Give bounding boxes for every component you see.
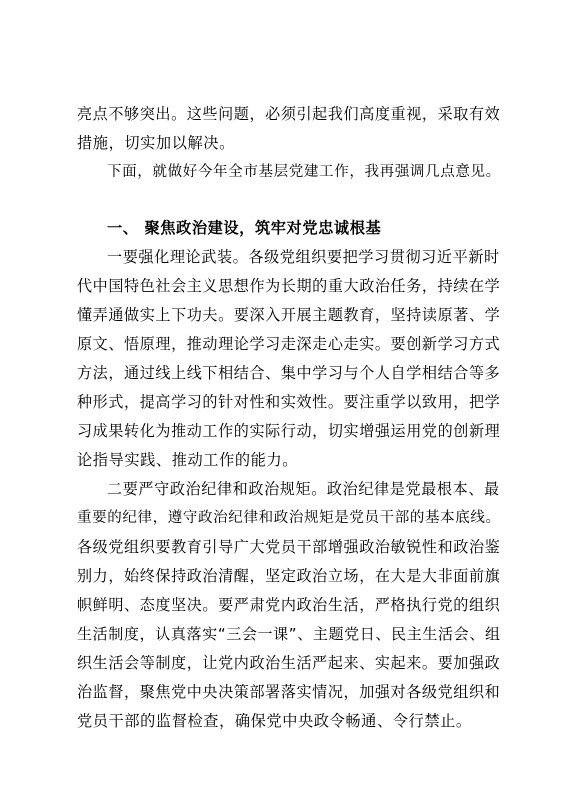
text-line: 别力，始终保持政治清醒，坚定政治立场，在大是大非面前旗 [77,567,501,585]
text-line: 措施，切实加以解决。 [77,134,235,152]
text-line: 党员干部的监督检查，确保党中央政令畅通、令行禁止。 [77,712,472,730]
text-line: 代中国特色社会主义思想作为长期的重大政治任务，持续在学 [77,277,501,295]
text-line: 一要强化理论武装。各级党组织要把学习贯彻习近平新时 [107,248,500,266]
text-line: 织生活会等制度，让党内政治生活严起来、实起来。要加强政 [77,654,501,672]
text-line: 治监督，聚焦党中央决策部署落实情况，加强对各级党组织和 [77,683,501,701]
text-line: 帜鲜明、态度坚决。要严肃党内政治生活，严格执行党的组织 [77,596,501,614]
text-line: 重要的纪律，遵守政治纪律和政治规矩是党员干部的基本底线。 [77,510,501,526]
text-line: 二要严守政治纪律和政治规矩。政治纪律是党最根本、最 [107,480,500,498]
section-heading: 一、 聚焦政治建设，筑牢对党忠诚根基 [107,219,382,237]
text-line: 生活制度，认真落实“三会一课”、主题党日、民主生活会、组 [77,625,501,643]
text-line: 下面，就做好今年全市基层党建工作，我再强调几点意见。 [107,163,501,180]
text-line: 懂弄通做实上下功夫。要深入开展主题教育，坚持读原著、学 [77,306,501,324]
text-line: 各级党组织要教育引导广大党员干部增强政治敏锐性和政治鉴 [77,538,501,556]
text-line: 原文、悟原理，推动理论学习走深走心走实。要创新学习方式 [77,335,501,353]
text-line: 习成果转化为推动工作的实际行动，切实增强运用党的创新理 [77,422,501,440]
text-line: 论指导实践、推动工作的能力。 [77,451,299,469]
text-line: 方法，通过线上线下相结合、集中学习与个人自学相结合等多 [77,364,501,382]
text-line: 亮点不够突出。这些问题，必须引起我们高度重视，采取有效 [77,105,501,123]
text-line: 种形式，提高学习的针对性和实效性。要注重学以致用，把学 [77,393,501,411]
